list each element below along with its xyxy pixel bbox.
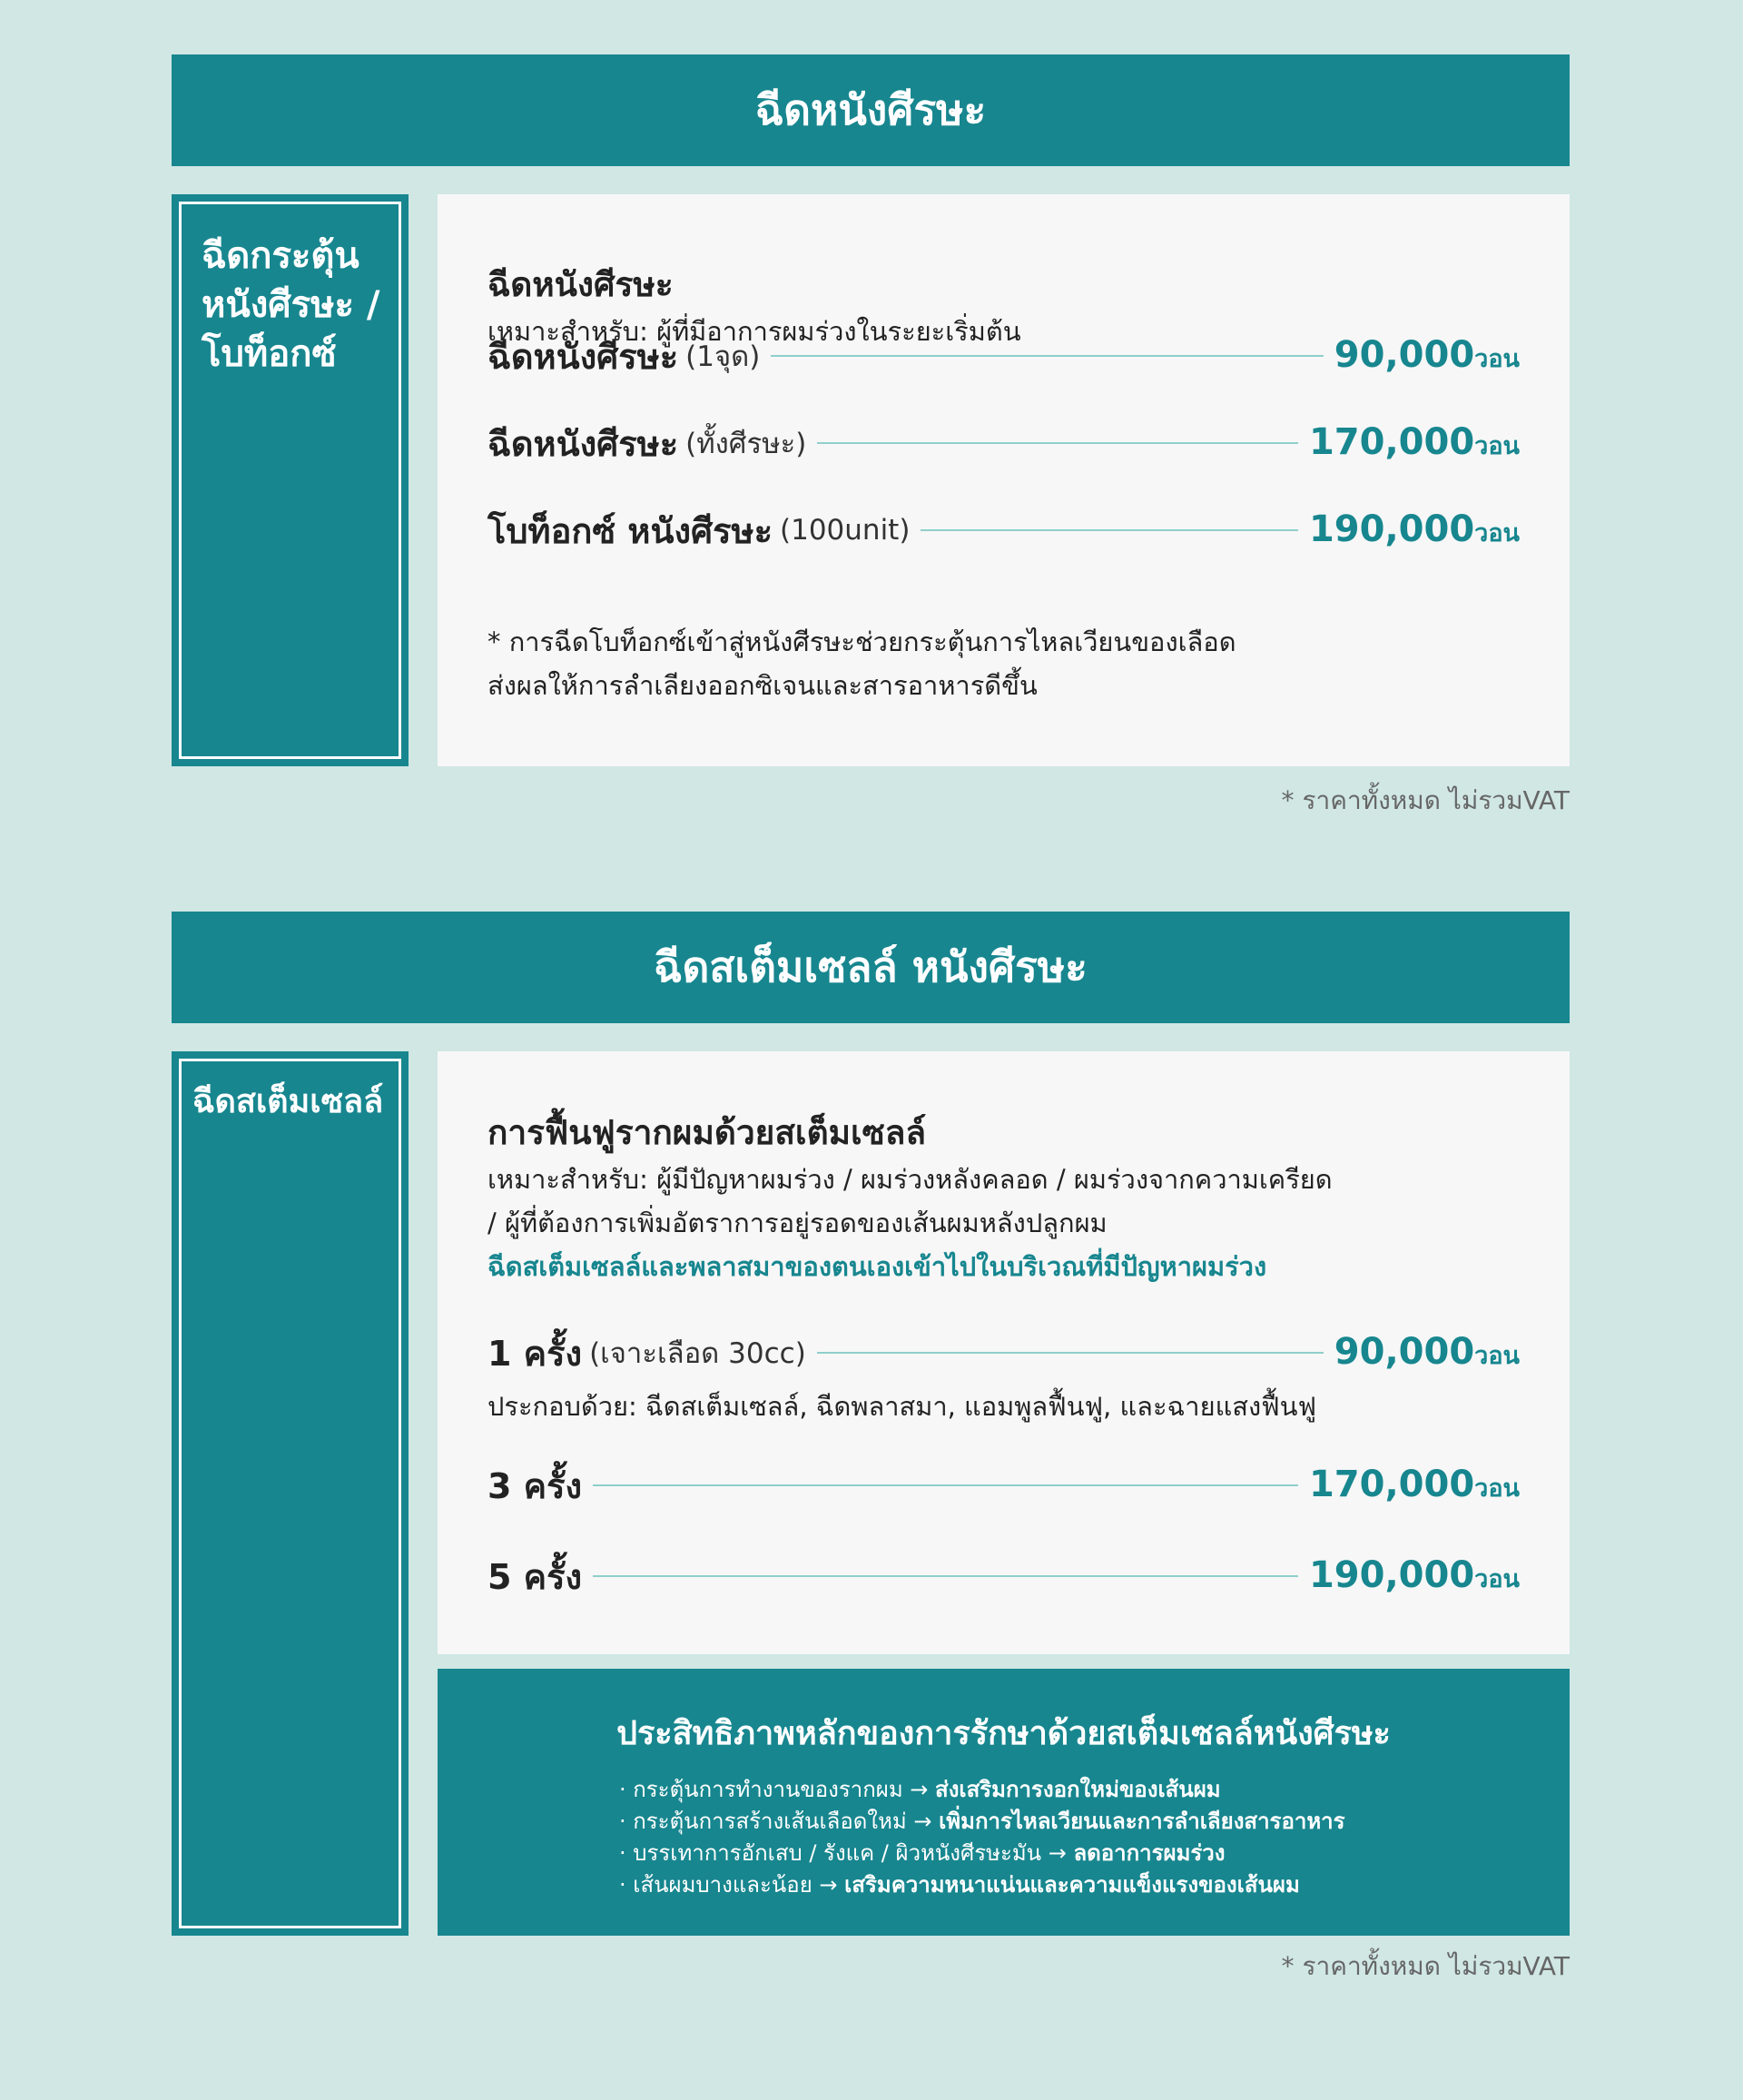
price-row <box>487 1551 1520 1602</box>
item-title: ฉีดหนังศีรษะ <box>487 265 674 304</box>
leader-line <box>771 355 1323 357</box>
row-note: (100unit) <box>780 514 911 547</box>
row-name: ฉีดหนังศีรษะ <box>487 423 679 464</box>
leader-line <box>817 1352 1324 1354</box>
row-price: 190,000วอน <box>1308 508 1520 550</box>
section-banner <box>172 54 1570 166</box>
price-row <box>487 418 1520 468</box>
banner-title: ฉีดหนังศีรษะ <box>754 85 987 134</box>
leader-line <box>593 1575 1298 1577</box>
composition: ประกอบด้วย: ฉีดสเต็มเซลล์, ฉีดพลาสมา, แอมพูลฟื้นฟู, และฉายแสงฟื้นฟู <box>487 1391 1317 1422</box>
row-note: (ทั้งศีรษะ) <box>685 428 807 460</box>
row-note: (เจาะเลือด 30cc) <box>589 1337 806 1370</box>
section-scalp-injection <box>172 54 1570 817</box>
footnote-line-2: ส่งผลให้การลำเลียงออกซิเจนและสารอาหารดีขึ้น <box>487 670 1038 701</box>
sidebar-category <box>172 1051 409 1936</box>
suitable-line-1: เหมาะสำหรับ: ผู้มีปัญหาผมร่วง / ผมร่วงหลังคลอด / ผมร่วงจากความเครียด <box>487 1164 1333 1195</box>
row-name: 3 ครั้ง <box>487 1465 583 1506</box>
row-price: 90,000วอน <box>1334 334 1520 376</box>
list-item: · บรรเทาการอักเสบ / รังแค / ผิวหนังศีรษะมัน → ลดอาการผมร่วง <box>619 1840 1226 1866</box>
sidebar-frame <box>179 1059 401 1928</box>
price-row <box>487 1460 1520 1511</box>
vat-note: * ราคาทั้งหมด ไม่รวมVAT <box>1281 1951 1570 1981</box>
row-name: 5 ครั้ง <box>487 1556 583 1597</box>
price-row <box>487 505 1520 556</box>
sidebar-label: ฉีดสเต็มเซลล์ <box>192 1083 384 1120</box>
sidebar-label: ฉีดกระตุ้น หนังศีรษะ /โบท็อกซ์ <box>202 235 380 375</box>
sidebar-category <box>172 194 409 766</box>
list-item: · เส้นผมบางและน้อย → เสริมความหนาแน่นและความแข็งแรงของเส้นผม <box>619 1872 1300 1898</box>
row-note: (1จุด) <box>685 340 761 373</box>
item-title: การฟื้นฟูรากผมด้วยสเต็มเซลล์ <box>487 1113 927 1152</box>
suitable-line-2: / ผู้ที่ต้องการเพิ่มอัตราการอยู่รอดของเส้นผมหลังปลูกผม <box>487 1208 1108 1238</box>
banner-title: ฉีดสเต็มเซลล์ หนังศีรษะ <box>654 942 1088 991</box>
row-price: 90,000วอน <box>1334 1331 1520 1373</box>
highlight-text: ฉีดสเต็มเซลล์และพลาสมาของตนเองเข้าไปในบริเวณที่มีปัญหาผมร่วง <box>487 1251 1267 1282</box>
benefits-box <box>438 1669 1570 1936</box>
leader-line <box>817 442 1298 444</box>
suitable-for: เหมาะสำหรับ: ผู้ที่มีอาการผมร่วงในระยะเริ่มต้น <box>487 316 1021 347</box>
leader-line <box>921 529 1298 531</box>
benefits-title: ประสิทธิภาพหลักของการรักษาด้วยสเต็มเซลล์หนังศีรษะ <box>616 1715 1391 1752</box>
section-banner <box>172 912 1570 1023</box>
price-panel <box>438 194 1570 766</box>
list-item: · กระตุ้นการสร้างเส้นเลือดใหม่ → เพิ่มการไหลเวียนและการลำเลียงสารอาหาร <box>619 1809 1345 1834</box>
row-price: 170,000วอน <box>1308 421 1520 463</box>
price-panel <box>438 1051 1570 1654</box>
leader-line <box>593 1484 1298 1486</box>
vat-note: * ราคาทั้งหมด ไม่รวมVAT <box>1281 785 1570 815</box>
list-item: · กระตุ้นการทำงานของรากผม → ส่งเสริมการงอกใหม่ของเส้นผม <box>619 1777 1221 1802</box>
row-name: 1 ครั้ง <box>487 1333 583 1374</box>
price-row <box>487 1327 1520 1378</box>
section-stemcell-injection <box>172 912 1570 1983</box>
row-name: โบท็อกซ์ หนังศีรษะ <box>487 510 773 551</box>
row-price: 170,000วอน <box>1308 1464 1520 1505</box>
price-row <box>487 330 1520 381</box>
row-name: ฉีดหนังศีรษะ <box>487 336 679 377</box>
benefits-list <box>619 1774 1345 1901</box>
footnote-line-1: * การฉีดโบท็อกซ์เข้าสู่หนังศีรษะช่วยกระตุ้นการไหลเวียนของเลือด <box>487 626 1236 657</box>
row-price: 190,000วอน <box>1308 1554 1520 1596</box>
sidebar-frame <box>179 202 401 759</box>
